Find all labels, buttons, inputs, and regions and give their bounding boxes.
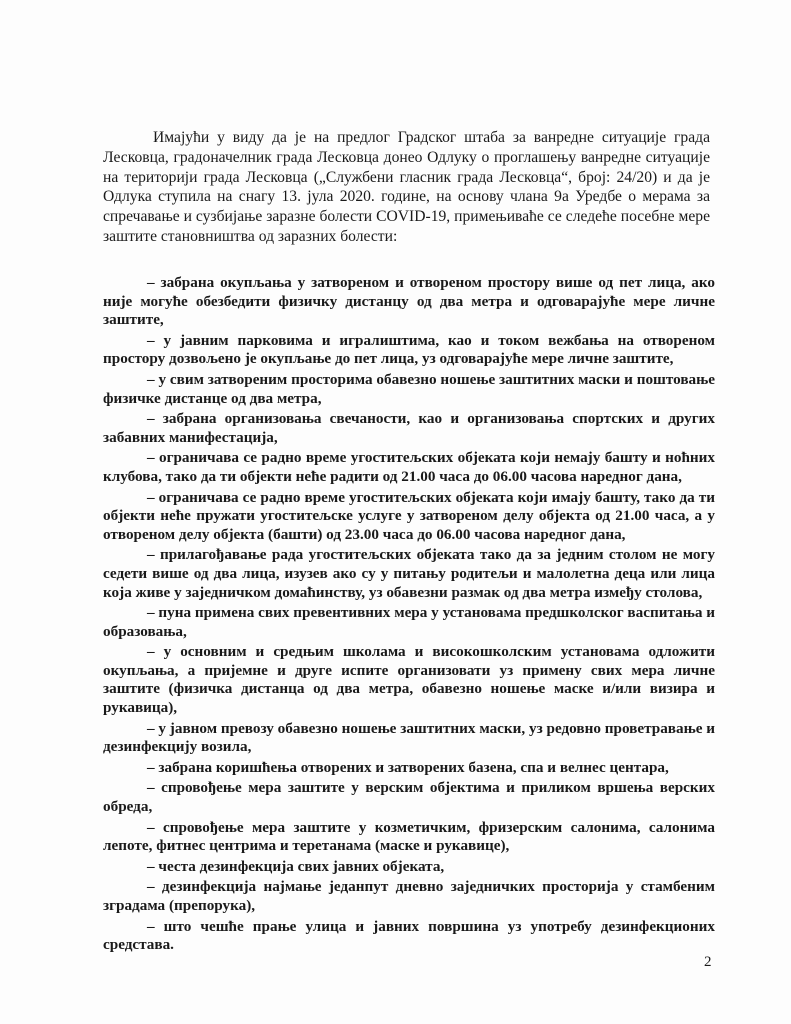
measure-item: – честа дезинфекција свих јавних објеката, bbox=[147, 857, 445, 875]
measure-item: – што чешће прање улица и јавних површина уз употребу дезинфекционих средстава. bbox=[103, 917, 715, 954]
measure-item: – ограничава се радно време угоститељских објеката који немају башту и ноћних клубова, тако да ти објекти неће радити од 21.00 часа до 06.00 часова наредног дана, bbox=[103, 449, 715, 485]
measure-item: – забрана организовања свечаности, као и организовања спортских и других забавних манифестација, bbox=[103, 410, 715, 446]
measure-item: – у јавним парковима и игралиштима, као и током вежбања на отвореном простору дозвољено је окупљање до пет лица, уз одговарајуће мере личне заштите, bbox=[103, 331, 715, 368]
measures-list bbox=[103, 274, 715, 957]
measure-item: – у свим затвореним просторима обавезно ношење заштитних маски и поштовање физичке дистанце од два метра, bbox=[103, 370, 715, 407]
page-number: 2 bbox=[704, 954, 712, 970]
intro-paragraph: Имајући у виду да је на предлог Градског штаба за ванредне ситуације града Лесковца, градоначелник града Лесковца донео Одлуку о проглашењу ванредне ситуације на територији града Лесковца („Службени гласник града Лесковца“, број: 24/20) и да је Одлука ступила на снагу 13. јула 2020. године, на основу члана 9а Уредбе о мерама за спречавање и сузбијање заразне болести COVID-19, примењиваће се следеће посебне мере заштите становништва од заразних болести: bbox=[103, 129, 710, 245]
measure-item: – спровођење мера заштите у верским објектима и приликом вршења верских обреда, bbox=[103, 779, 715, 816]
measure-item: – у јавном превозу обавезно ношење заштитних маски, уз редовно проветравање и дезинфекцију возила, bbox=[103, 719, 715, 756]
measure-item: – прилагођавање рада угоститељских објеката тако да за једним столом не могу седети више од два лица, изузев ако су у питању родитељи и малолетна деца или лица која живе у заједничком домаћинству, уз обавезни размак од два метра између столова, bbox=[103, 546, 715, 601]
measure-item: – у основним и средњим школама и високошколским установама одложити окупљања, а пријемне и друге испите организовати уз примену свих мера личне заштите (физичка дистанца од два метра, обавезно ношење маске и/или визира и рукавица), bbox=[103, 643, 715, 717]
measure-item: – дезинфекција најмање једанпут дневно заједничких просторија у стамбеним зградама (препорука), bbox=[103, 878, 715, 914]
measure-item: – пуна примена свих превентивних мера у установама предшколског васпитања и образовања, bbox=[103, 604, 715, 640]
measure-item: – спровођење мера заштите у козметичким, фризерским салонима, салонима лепоте, фитнес центрима и теретанама (маске и рукавице), bbox=[103, 818, 715, 855]
measure-item: – забрана окупљања у затвореном и отвореном простору више од пет лица, ако није могуће обезбедити физичку дистанцу од два метра и одговарајуће мере личне заштите, bbox=[103, 274, 715, 329]
measure-item: – забрана коришћења отворених и затворених базена, спа и велнес центара, bbox=[147, 758, 669, 776]
measure-item: – ограничава се радно време угоститељских објеката који имају башту, тако да ти објекти неће пружати угоститељске услуге у затвореном делу објекта од 21.00 часа, а у отвореном делу објекта (башти) од 23.00 часа до 06.00 часова наредног дана, bbox=[103, 488, 715, 543]
